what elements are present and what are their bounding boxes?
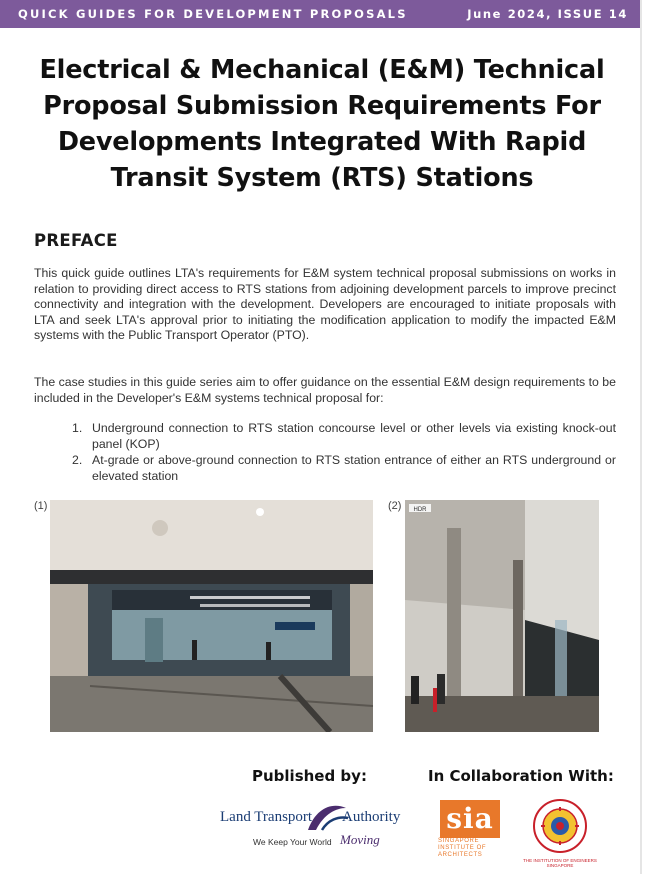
list-text: Underground connection to RTS station concourse level or other levels via existing knock-out panel (KOP) bbox=[92, 421, 616, 451]
series-title: QUICK GUIDES FOR DEVELOPMENT PROPOSALS bbox=[18, 7, 408, 21]
entrance-photo-illustration bbox=[405, 500, 599, 732]
sia-letters: sia bbox=[446, 802, 494, 835]
sia-name: SINGAPORE INSTITUTE OF ARCHITECTS bbox=[438, 838, 487, 858]
preface-paragraph-2: The case studies in this guide series aim to offer guidance on the essential E&M design requirements to be included in the Developer's E&M systems technical proposal for: bbox=[34, 375, 616, 405]
list-item bbox=[72, 453, 616, 484]
collaboration-heading: In Collaboration With: bbox=[428, 767, 614, 785]
title-line: Electrical & Mechanical (E&M) Technical bbox=[39, 55, 605, 85]
figure-label-1: (1) bbox=[34, 500, 48, 512]
list-number: 2. bbox=[72, 453, 83, 468]
lta-name-part1: Land Transport bbox=[220, 809, 313, 825]
lta-name-part2: Authority bbox=[342, 809, 401, 825]
ies-name: THE INSTITUTION OF ENGINEERS SINGAPORE bbox=[523, 858, 597, 868]
list-item bbox=[72, 421, 616, 452]
document-title bbox=[14, 52, 630, 196]
preface-heading: PREFACE bbox=[34, 231, 118, 250]
published-by-heading: Published by: bbox=[252, 767, 367, 785]
sia-mark bbox=[440, 800, 500, 838]
hdr-badge: HDR bbox=[413, 507, 427, 513]
title-line: Developments Integrated With Rapid bbox=[57, 127, 587, 157]
series-header-bar bbox=[0, 0, 640, 28]
photo-underground-concourse-connection bbox=[50, 500, 373, 732]
issue-label: June 2024, ISSUE 14 bbox=[467, 7, 628, 21]
concourse-photo-illustration bbox=[50, 500, 373, 732]
list-number: 1. bbox=[72, 421, 83, 435]
title-line: Transit System (RTS) Stations bbox=[110, 163, 534, 193]
lta-tagline: We Keep Your World bbox=[253, 837, 332, 847]
ies-seal-icon bbox=[532, 798, 588, 854]
page-edge bbox=[640, 0, 642, 874]
lta-moving-wordmark: Moving bbox=[340, 832, 380, 847]
list-text: At-grade or above-ground connection to RTS station entrance of either an RTS underground or elevated station bbox=[92, 453, 616, 483]
case-study-list bbox=[72, 421, 616, 485]
photo-at-grade-entrance-connection bbox=[405, 500, 599, 732]
figure-label-2: (2) bbox=[388, 500, 402, 512]
title-line: Proposal Submission Requirements For bbox=[43, 91, 601, 121]
preface-paragraph-1: This quick guide outlines LTA's requirements for E&M system technical proposal submissions on works in relation to providing direct access to RTS stations from adjoining development parcels to improve precinct connectivity and integration with the development. Developers are encouraged to initiate proposals with LTA and seek LTA's approval prior to initiating the modification application to modify the impacted E&M systems with the Public Transport Operator (PTO). bbox=[34, 266, 616, 343]
